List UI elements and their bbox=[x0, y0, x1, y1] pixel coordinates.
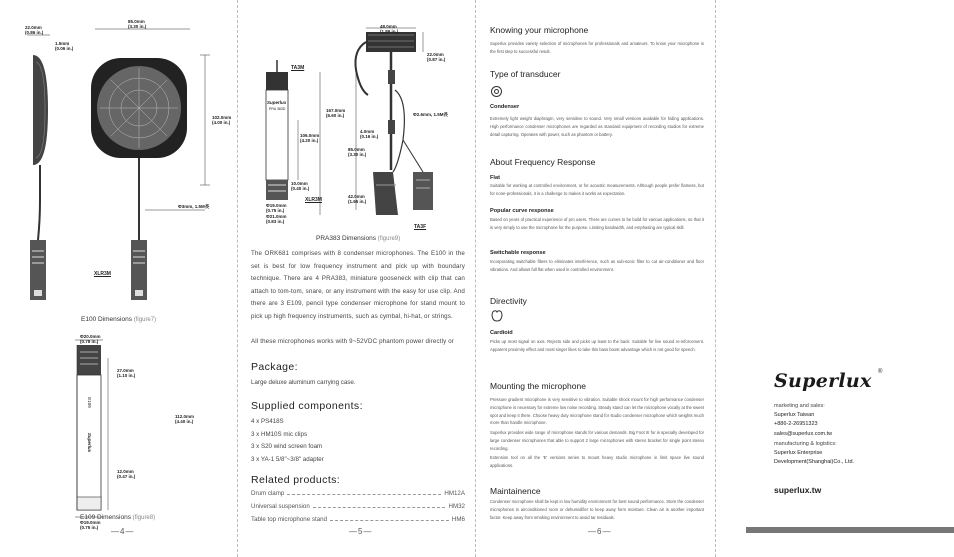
component-item: 3 x YA-1 5/8"~3/8" adapter bbox=[251, 456, 324, 463]
pra383-dim-clip-right: 22.0mm (0.87 in.) bbox=[427, 52, 446, 62]
package-title: Package: bbox=[251, 361, 298, 373]
pra383-caption-fig: (figure9) bbox=[377, 236, 401, 242]
mounting-text-1: Pressure gradient microphone is very sensitive to vibration. Suitable shock mount for high performance condenser microphone is necessary for extreme low noise recording. Steady stand can let the microphone vocally at the sweet spot and keep it there. Choose heavy duty microphone stand for studio condenser microphone which weights much more than handle microphone. bbox=[490, 397, 704, 426]
e100-drawing bbox=[0, 0, 237, 300]
product-name: Universal suspension bbox=[251, 503, 310, 510]
product-row bbox=[251, 516, 465, 523]
pra383-caption bbox=[316, 235, 400, 242]
e100-caption bbox=[81, 316, 156, 323]
pra383-model: PRA 383D bbox=[269, 107, 286, 111]
directivity-title: Directivity bbox=[490, 296, 527, 306]
e109-caption-text: E109 Dimensions bbox=[80, 514, 131, 521]
mounting-text-2: Superlux provides wide range of microphone stands for various demands. Big Foot III for is specially developed for large condenser microphones that able to support 2 large microphones with stereo bracket for single point stereo recording. bbox=[490, 430, 704, 451]
e109-body-text-2: Superlux bbox=[87, 432, 93, 453]
product-row bbox=[251, 503, 465, 510]
product-name: Drum clamp bbox=[251, 490, 285, 497]
page-number-4: —4— bbox=[111, 527, 135, 536]
e109-dim-bottom: Φ19.0mm (0.75 in.) bbox=[80, 520, 101, 530]
pra383-dim-d1: Φ19.0mm (0.75 in.) bbox=[266, 203, 287, 213]
transducer-title: Type of transducer bbox=[490, 69, 561, 79]
freq-title: About Frequency Response bbox=[490, 157, 596, 167]
e109-dim-lower: 12.0mm (0.47 in.) bbox=[117, 469, 136, 479]
contact-line: Development(Shanghai)Co., Ltd. bbox=[774, 459, 855, 465]
e100-dim-cable: Φ3mm, 1.5M長 bbox=[178, 204, 210, 209]
product-code: HM12A bbox=[444, 490, 465, 497]
pra383-dim-clip-low: 42.0mm (1.65 in.) bbox=[348, 194, 367, 204]
mounting-text-3: Extension tool on all the 'E' versions series to mount heavy studio microphone in limit space live sound applications. bbox=[490, 455, 704, 468]
e109-dim-upper: 27.0mm (1.10 in.) bbox=[117, 368, 136, 378]
e100-dim-top-left: 22.0mm (0.86 in.) bbox=[25, 25, 44, 35]
e109-body-text-1: E109 bbox=[86, 397, 92, 408]
e109-caption bbox=[80, 514, 155, 521]
contact-line: manufacturing & logistics: bbox=[774, 441, 837, 447]
e100-dim-right: 102.0mm (4.00 in.) bbox=[212, 115, 232, 125]
contact-line: Superlux Taiwan bbox=[774, 412, 815, 418]
pra383-label-bottom: TA3F bbox=[414, 224, 427, 230]
registered-mark: ® bbox=[878, 369, 883, 375]
contact-line: marketing and sales: bbox=[774, 403, 825, 409]
e100-label-connector: XLR3M bbox=[94, 271, 111, 277]
pra383-brand: Superlux bbox=[267, 100, 287, 105]
pra383-caption-text: PRA383 Dimensions bbox=[316, 235, 376, 242]
pra383-dim-body: 106.0mm (4.20 in.) bbox=[300, 133, 320, 143]
maint-title: Maintainence bbox=[490, 486, 541, 496]
pra383-dim-clip-len: 85.0mm (3.30 in.) bbox=[348, 147, 367, 157]
pra383-dim-long: 167.0mm (6.60 in.) bbox=[326, 108, 346, 118]
condenser-title: Condenser bbox=[490, 104, 520, 110]
pra383-dim-small: 10.0mm (0.40 in.) bbox=[291, 181, 310, 191]
e109-dim-top: Φ20.0mm (0.78 in.) bbox=[80, 334, 101, 344]
page-divider-2 bbox=[475, 0, 476, 557]
e100-caption-fig: (figure7) bbox=[133, 317, 157, 323]
pra383-label-top: TA3M bbox=[291, 65, 305, 71]
pra383-dim-clip-top: 48.0mm (1.89 in.) bbox=[380, 24, 399, 34]
page-4 bbox=[0, 0, 237, 557]
contact-line: Superlux Enterprise bbox=[774, 450, 823, 456]
maint-text: Condenser microphone shall be kept in low humidity environment for best sound performance. Store the condenser microphones in airconditioned room or dehumidifier to keep away form moisture. Clean air is another important factor. Keep away from smoking environment to avoid tar residuals. bbox=[490, 499, 704, 520]
mounting-title: Mounting the microphone bbox=[490, 381, 586, 391]
cardioid-title: Cardioid bbox=[490, 330, 513, 336]
flat-text: Suitable for working at controlled environment, or for acoustic measurements. Although people prefer flatness, but for none-professionals, it is a challenge to makes it works as expectation. bbox=[490, 183, 704, 196]
product-code: HM32 bbox=[448, 503, 465, 510]
pra383-label-xlr: XLR3M bbox=[305, 197, 322, 203]
e100-caption-text: E100 Dimensions bbox=[81, 316, 132, 323]
cardioid-icon bbox=[490, 309, 504, 323]
phantom-paragraph: All these microphones works with 9~52VDC phantom power directly or bbox=[251, 338, 455, 345]
package-text: Large deluxe aluminum carrying case. bbox=[251, 379, 356, 386]
component-item: 3 x HM10S mic clips bbox=[251, 431, 308, 438]
e109-caption-fig: (figure8) bbox=[132, 515, 156, 521]
superlux-logo: Superlux bbox=[774, 370, 872, 392]
product-row bbox=[251, 490, 465, 497]
contact-line: sales@superlux.com.tw bbox=[774, 431, 833, 437]
product-code: HM6 bbox=[451, 516, 465, 523]
component-item: 4 x PS418S bbox=[251, 418, 284, 425]
components-title: Supplied components: bbox=[251, 400, 363, 412]
page-number-5: —5— bbox=[349, 527, 373, 536]
page-divider-3 bbox=[715, 0, 716, 557]
pra383-dim-clip-mid: 4.0mm (0.16 in.) bbox=[360, 129, 379, 139]
page-number-6: —6— bbox=[588, 527, 612, 536]
website-url: superlux.tw bbox=[774, 485, 822, 495]
condenser-text: Extremely light weight diaphragm, very sensitive to sound. Very small versions available for hiding applications. High performance condenser microphones are regarded as standard equipment of recording studios for extreme detail capturing. Operates with power, such as phantom or battery. bbox=[490, 116, 704, 137]
e100-dim-top-center: 85.0mm (3.30 in.) bbox=[128, 19, 147, 29]
contact-line: +886-2-26951323 bbox=[774, 421, 818, 427]
intro-paragraph: The ORK681 comprises with 8 condenser microphones. The E100 in the set is best for low frequency instrument and pick up with boundary technique. There are 4 PRA383, miniature gooseneck with clip that can attach to tom-tom, snare, or any instrument with the easy for use clip. And there are 3 E109, pencil type condenser microphone for stand mount to pick up high frequency instruments, such as cymbal, hi-hat, or strings. bbox=[251, 250, 465, 320]
pra383-dim-d2: Φ21.0mm (0.83 in.) bbox=[266, 214, 287, 224]
product-name: Table top microphone stand bbox=[251, 516, 328, 523]
flat-title: Flat bbox=[490, 175, 500, 181]
e109-drawing bbox=[0, 335, 237, 535]
switchable-text: Incorporating switchable filters to eliminates interference, such as sub-sonic filter to cut air-conditioner and floor vibrations. And allows full flat when used in controlled environment. bbox=[490, 259, 704, 272]
cardioid-text: Picks up most signal on axis. Rejects side and picks up least to the back. Suitable for live sound re-inforcement. Apparent proximity effect and most singer likes to take this bass boost advantage which is not good for speech. bbox=[490, 339, 704, 352]
knowing-title: Knowing your microphone bbox=[490, 25, 589, 35]
e109-dim-body: 112.0mm (4.40 in.) bbox=[175, 414, 195, 424]
curve-title: Popular curve response bbox=[490, 208, 554, 214]
component-item: 3 x S20 wind screen foam bbox=[251, 443, 323, 450]
switchable-title: Switchable response bbox=[490, 250, 546, 256]
condenser-icon bbox=[491, 86, 502, 97]
curve-text: Based on years of practical experience of pro users. There are curves to be build for various applications, so that it is very simply to use the microphone for the purpose. Limiting bandwidth, and emphasing are typical skill. bbox=[490, 217, 704, 230]
e100-dim-left-small: 1.5mm (0.06 in.) bbox=[55, 41, 74, 51]
products-title: Related products: bbox=[251, 474, 341, 486]
footer-bar bbox=[746, 527, 954, 533]
pra383-dim-cable: Φ2.6mm, 1.5M長 bbox=[413, 112, 448, 117]
knowing-text: Superlux provides variety selection of microphones for professionals and amateurs. To know your microphone is the first step to successful result. bbox=[490, 41, 704, 54]
